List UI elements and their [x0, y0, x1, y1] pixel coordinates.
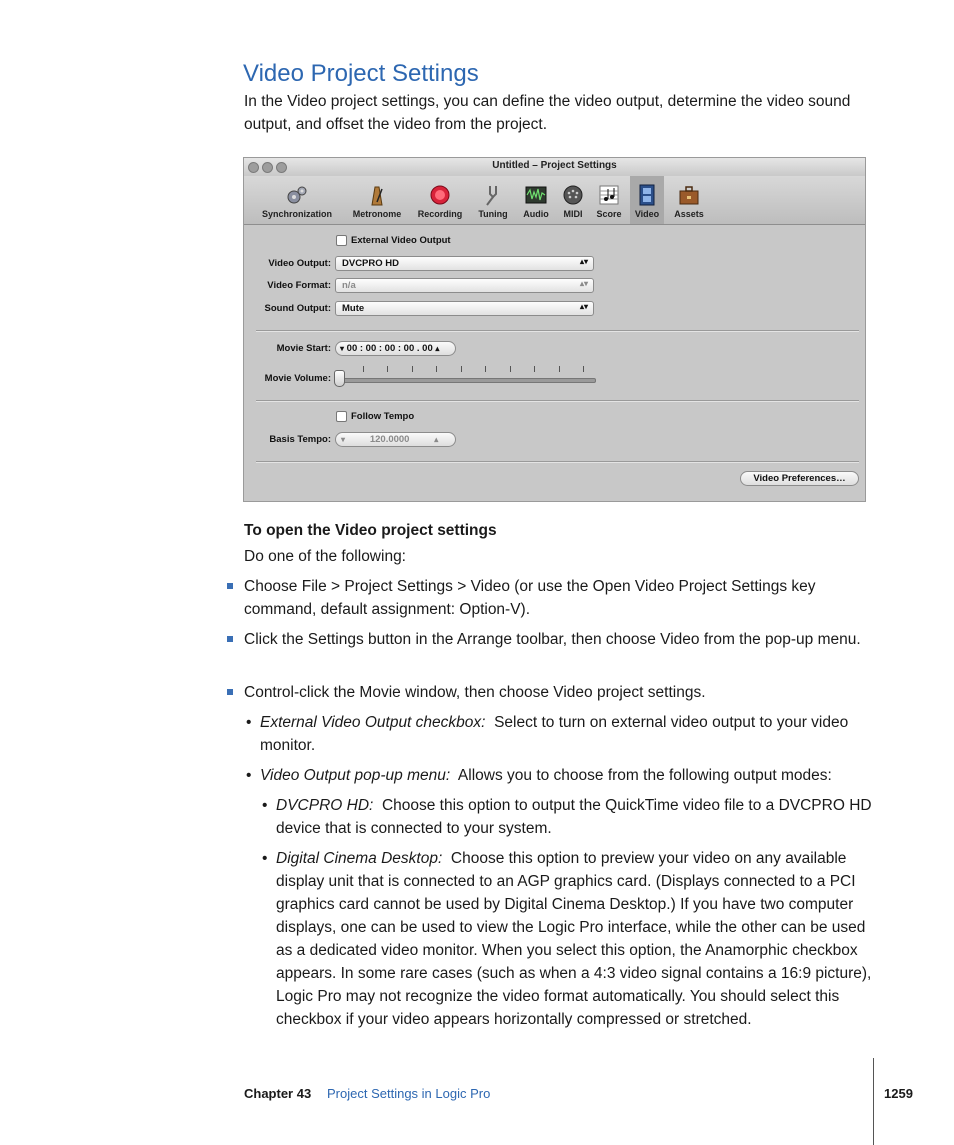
tab-audio[interactable]	[518, 176, 554, 224]
bullet-dot: •	[262, 797, 268, 814]
video-preferences-button[interactable]: Video Preferences…	[740, 471, 859, 486]
popup-arrows-icon: ▴▾	[579, 257, 588, 266]
bullet-square-icon	[227, 689, 233, 695]
tab-assets[interactable]	[668, 176, 710, 224]
tab-synchronization[interactable]	[254, 176, 340, 224]
definition-text: Select to turn on external video output to your video monitor.	[260, 714, 849, 754]
definition-term: DVCPRO HD:	[276, 797, 374, 814]
movie-start-value: 00 : 00 : 00 : 00 . 00	[346, 343, 433, 354]
step-item: Choose File > Project Settings > Video (or use the Open Video Project Settings key command, default assignment: Option-V).	[244, 578, 816, 618]
tab-label: Metronome	[352, 209, 402, 219]
bullet-dot: •	[262, 850, 268, 867]
tab-label: Assets	[674, 209, 704, 219]
slider-tick	[363, 366, 364, 372]
follow-tempo-checkbox[interactable]	[336, 411, 347, 422]
sound-output-label: Sound Output:	[264, 303, 331, 314]
follow-tempo-label: Follow Tempo	[351, 411, 415, 422]
metronome-icon	[366, 184, 388, 206]
tab-metronome[interactable]	[344, 176, 410, 224]
page-number: 1259	[884, 1086, 913, 1101]
basis-tempo-value: 120.0000	[369, 434, 410, 445]
procedure-intro: Do one of the following:	[244, 548, 406, 565]
footer-chapter: Chapter 43	[244, 1086, 312, 1101]
movie-start-label: Movie Start:	[276, 343, 331, 354]
page-title: Video Project Settings	[243, 60, 479, 87]
midi-connector-icon	[562, 184, 584, 206]
sound-output-popup[interactable]	[335, 301, 594, 316]
score-notes-icon	[598, 184, 620, 206]
record-icon	[429, 184, 451, 206]
bullet-dot: •	[246, 714, 252, 731]
sound-output-value: Mute	[342, 303, 365, 314]
briefcase-icon	[678, 184, 700, 206]
decrement-arrow-icon[interactable]: ▾	[341, 435, 346, 444]
bullet-dot: •	[246, 767, 252, 784]
step-item: Control-click the Movie window, then choose Video project settings.	[244, 684, 706, 701]
definition-term: Digital Cinema Desktop:	[276, 850, 443, 867]
tab-recording[interactable]	[412, 176, 468, 224]
movie-volume-label: Movie Volume:	[264, 373, 331, 384]
popup-arrows-icon: ▴▾	[579, 302, 588, 311]
movie-start-field[interactable]	[335, 341, 456, 356]
tab-label: Tuning	[478, 209, 508, 219]
definition-text: Choose this option to preview your video on any available display unit that is connected to an AGP graphics card. (Displays connected to a PCI graphics card cannot be used by Digital Cinema Desktop.) If you have two computer displays, one can be used to view the Logic Pro interface, while the other can be used as a dedicated video monitor. When you select this option, the Anamorphic checkbox appears. In some rare cases (such as when a 4:3 video signal contains a 16:9 picture), Logic Pro may not recognize the video format automatically. You should select this checkbox if your video appears horizontally compressed or stretched.	[276, 850, 872, 1028]
slider-tick	[583, 366, 584, 372]
basis-tempo-label: Basis Tempo:	[269, 434, 331, 445]
definition-subitem	[276, 794, 880, 840]
tab-video[interactable]	[630, 176, 664, 224]
definition-item	[260, 764, 880, 787]
definition-item	[260, 711, 880, 757]
increment-arrow-icon[interactable]: ▴	[435, 344, 440, 353]
slider-tick	[510, 366, 511, 372]
slider-tick	[534, 366, 535, 372]
project-settings-screenshot	[243, 157, 866, 502]
tab-midi[interactable]	[557, 176, 589, 224]
video-output-value: DVCPRO HD	[342, 258, 400, 269]
procedure-heading: To open the Video project settings	[244, 522, 497, 539]
window-title: Untitled – Project Settings	[492, 160, 617, 171]
window-titlebar	[244, 158, 865, 177]
definition-subitem	[276, 847, 880, 1031]
tab-label: Recording	[417, 209, 463, 219]
video-output-label: Video Output:	[268, 258, 331, 269]
divider	[256, 400, 859, 402]
footer-section: Project Settings in Logic Pro	[327, 1086, 491, 1101]
video-format-label: Video Format:	[267, 280, 331, 291]
bullet-square-icon	[227, 583, 233, 589]
basis-tempo-field[interactable]	[335, 432, 456, 447]
external-video-output-label: External Video Output	[351, 235, 451, 246]
footer-rule	[873, 1058, 874, 1145]
tab-label: Synchronization	[261, 209, 332, 219]
slider-tick	[485, 366, 486, 372]
settings-toolbar	[244, 176, 865, 225]
video-format-popup[interactable]	[335, 278, 594, 293]
slider-tick	[436, 366, 437, 372]
slider-tick	[559, 366, 560, 372]
decrement-arrow-icon[interactable]: ▾	[340, 344, 345, 353]
tab-label: Score	[596, 209, 622, 219]
tab-score[interactable]	[592, 176, 626, 224]
divider	[256, 330, 859, 332]
slider-tick	[412, 366, 413, 372]
tab-label: Video	[634, 209, 660, 219]
movie-volume-slider-thumb[interactable]	[334, 370, 345, 387]
definition-term: External Video Output checkbox:	[260, 714, 486, 731]
divider	[256, 461, 859, 463]
tab-label: MIDI	[563, 209, 583, 219]
movie-volume-track[interactable]	[336, 378, 596, 383]
bullet-square-icon	[227, 636, 233, 642]
film-strip-icon	[636, 184, 658, 206]
gears-icon	[286, 184, 308, 206]
tab-label: Audio	[523, 209, 549, 219]
audio-waveform-icon	[525, 184, 547, 206]
definition-text: Allows you to choose from the following output modes:	[457, 767, 832, 784]
definition-text: Choose this option to output the QuickTime video file to a DVCPRO HD device that is connected to your system.	[276, 797, 872, 837]
external-video-output-checkbox[interactable]	[336, 235, 347, 246]
video-output-popup[interactable]	[335, 256, 594, 271]
definition-term: Video Output pop-up menu:	[260, 767, 451, 784]
intro-paragraph: In the Video project settings, you can define the video output, determine the video sound output, and offset the video from the project.	[244, 93, 851, 133]
tab-tuning[interactable]	[472, 176, 514, 224]
popup-arrows-icon: ▴▾	[579, 279, 588, 288]
slider-tick	[461, 366, 462, 372]
increment-arrow-icon[interactable]: ▴	[434, 435, 439, 444]
slider-tick	[387, 366, 388, 372]
step-item: Click the Settings button in the Arrange toolbar, then choose Video from the pop-up menu.	[244, 631, 861, 648]
tuning-fork-icon	[482, 184, 504, 206]
video-format-value: n/a	[342, 280, 356, 291]
